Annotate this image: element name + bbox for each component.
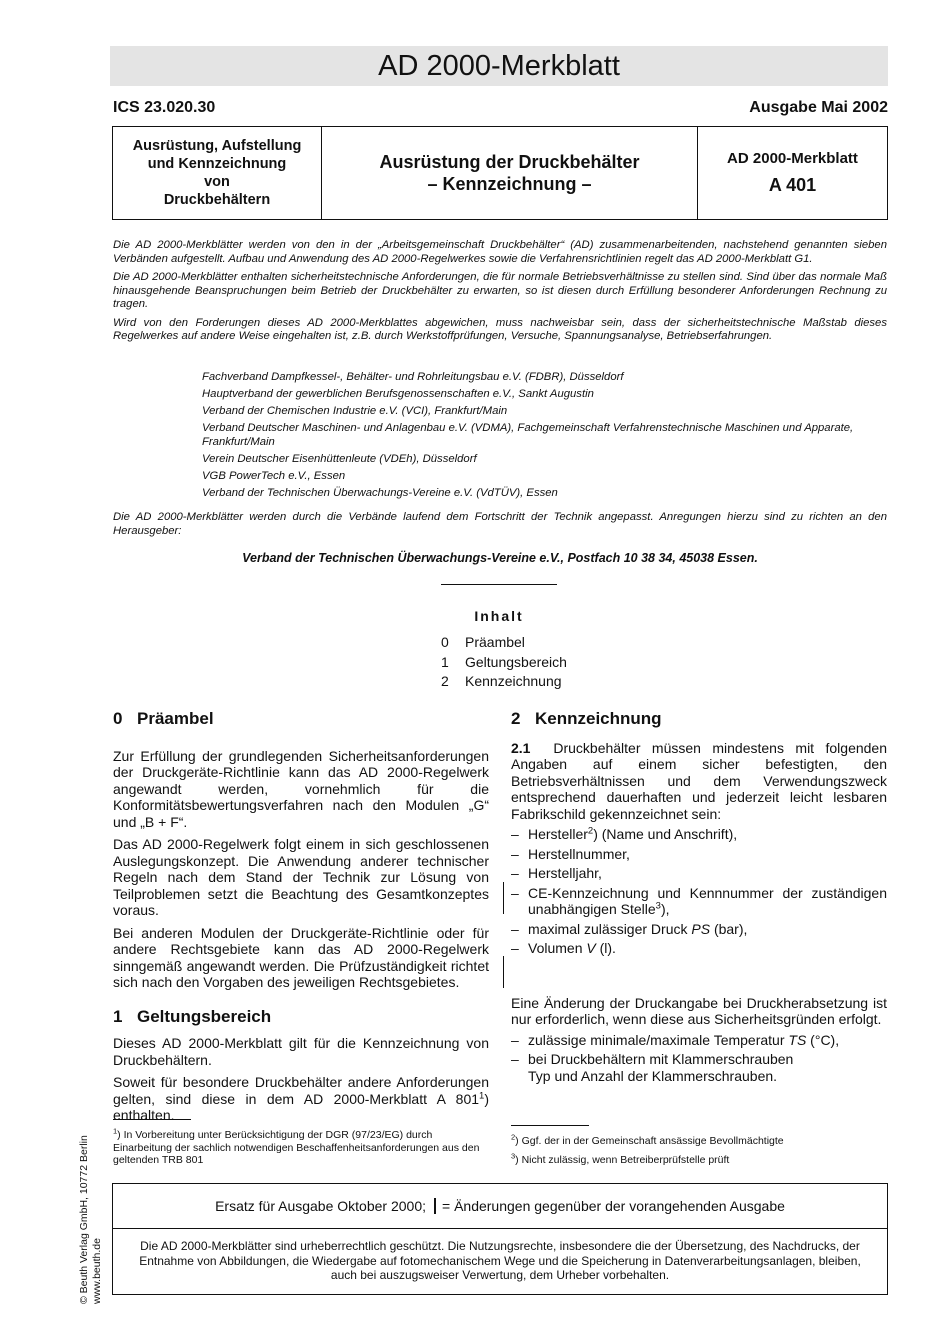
footnote-3 bbox=[511, 1151, 887, 1167]
intro-paragraph: Die AD 2000-Merkblätter werden durch die Verbände laufend dem Fortschritt der Technik angepasst. Anregungen hierzu sind zu richten an den Herausgeber: bbox=[113, 511, 887, 537]
bottom-box bbox=[112, 1183, 888, 1295]
edition-date: Ausgabe Mai 2002 bbox=[749, 99, 888, 116]
side-line: © Beuth Verlag GmbH, 10772 Berlin bbox=[78, 1135, 90, 1304]
toc-item-number: 2 bbox=[441, 673, 449, 689]
list-item bbox=[511, 826, 887, 843]
category-line: Druckbehältern bbox=[163, 192, 271, 208]
text-part: Herstelljahr, bbox=[528, 865, 602, 881]
toc-item-label: Kennzeichnung bbox=[465, 673, 562, 689]
marking-list bbox=[511, 826, 887, 957]
text-part: ) (Name und Anschrift), bbox=[593, 826, 738, 842]
footnote-separator bbox=[511, 1125, 589, 1126]
organization-list bbox=[202, 371, 882, 504]
text-part: bei Druckbehältern mit Klammerschrauben bbox=[528, 1051, 794, 1067]
section-number: 0 bbox=[113, 709, 123, 728]
list-item bbox=[511, 940, 887, 957]
toc-item-label: Präambel bbox=[465, 634, 525, 650]
left-column bbox=[113, 711, 489, 1130]
text-part: zulässige minimale/maximale Temperatur bbox=[528, 1031, 789, 1048]
text-part: maximal zulässiger Druck bbox=[528, 920, 692, 937]
toc-item-number: 0 bbox=[441, 634, 449, 650]
footnote-number: 3 bbox=[511, 1151, 516, 1161]
list-item bbox=[511, 921, 887, 938]
list-item bbox=[511, 1032, 887, 1049]
toc-item[interactable] bbox=[441, 633, 567, 653]
organization-item: Fachverband Dampfkessel-, Behälter- und Rohrleitungsbau e.V. (FDBR), Düsseldorf bbox=[202, 371, 624, 383]
section-number: 1 bbox=[113, 1006, 123, 1026]
intro-block bbox=[113, 239, 887, 349]
intro-block-2 bbox=[113, 511, 887, 543]
text-part: (l). bbox=[595, 940, 616, 956]
toc-item[interactable] bbox=[441, 653, 567, 673]
dash: – bbox=[511, 920, 519, 937]
organization-item: Verband der Technischen Überwachungs-Vereine e.V. (VdTÜV), Essen bbox=[202, 487, 558, 500]
symbol: TS bbox=[788, 1031, 807, 1048]
body-paragraph bbox=[511, 740, 887, 823]
list-item bbox=[511, 865, 887, 882]
section-heading bbox=[113, 711, 489, 728]
body-paragraph: Zur Erfüllung der grundlegenden Sicherheitsanforderungen der Druckgeräte-Richtlinie kann das AD 2000-Regelwerk angewandt werden, vornehmlich für die Konformitätsbewertungsverfahren nach den Modulen „G“ und „B + F“. bbox=[113, 747, 489, 830]
footnote-ref[interactable]: 1 bbox=[479, 1089, 485, 1101]
subject-line: – Kennzeichnung – bbox=[427, 174, 592, 194]
symbol: V bbox=[586, 940, 596, 956]
footnote-number: 1 bbox=[113, 1126, 118, 1136]
toc-item[interactable] bbox=[441, 672, 567, 692]
category-line: von bbox=[204, 174, 230, 190]
divider bbox=[441, 584, 557, 585]
replacement-notice bbox=[113, 1184, 887, 1229]
intro-paragraph: Wird von den Forderungen dieses AD 2000-Merkblattes abgewichen, muss nachweisbar sein, dass der sicherheitstechnische Maßstab dieses Regelwerkes auf andere Weise eingehalten ist, z.B. durch Werkstoffprüfungen, Versuche, Spannungsanalyse, Betriebserfahrungen. bbox=[113, 316, 887, 342]
list-item bbox=[511, 846, 887, 863]
replacement-text: Ersatz für Ausgabe Oktober 2000; bbox=[215, 1198, 426, 1214]
change-bar bbox=[503, 882, 504, 914]
intro-paragraph: Die AD 2000-Merkblätter werden von den in der „Arbeitsgemeinschaft Druckbehälter“ (AD) zusammenarbeitenden, nachstehend genannten sieben Verbänden aufgestellt. Aufbau und Anwendung des AD 2000-Regelwerkes sowie die Verfahrensrichtlinien regelt das AD 2000-Merkblatt G1. bbox=[113, 239, 887, 265]
footnote-number: 2 bbox=[511, 1132, 516, 1142]
document-title: AD 2000-Merkblatt bbox=[110, 46, 888, 86]
category-cell bbox=[113, 127, 322, 219]
doc-label: AD 2000-Merkblatt bbox=[727, 150, 858, 167]
subject-line: Ausrüstung der Druckbehälter bbox=[379, 152, 640, 172]
text-part: Soweit für besondere Druckbehälter andere Anforderungen gelten, sind diese in dem AD 2000-Merkblatt A 801 bbox=[113, 1074, 489, 1107]
text-part: ) enthalten. bbox=[113, 1090, 489, 1123]
subsection-number: 2.1 bbox=[511, 739, 531, 756]
footnote-text: ) In Vorbereitung unter Berücksichtigung der DGR (97/23/EG) durch Einarbeitung der sachlich notwendigen Beschaffenheitsanforderungen aus den geltenden TRB 801 bbox=[113, 1129, 480, 1166]
body-paragraph bbox=[113, 1074, 489, 1124]
organization-item: VGB PowerTech e.V., Essen bbox=[202, 469, 346, 482]
toc-item-label: Geltungsbereich bbox=[465, 653, 567, 670]
publisher-side-text bbox=[78, 1135, 104, 1304]
doc-id-cell bbox=[698, 127, 887, 219]
text-part: Typ und Anzahl der Klammerschrauben. bbox=[528, 1067, 778, 1084]
organization-item: Verband Deutscher Maschinen- und Anlagenbau e.V. (VDMA), Fachgemeinschaft Verfahrenstechnische Maschinen und Apparate, Frankfurt/Main bbox=[202, 422, 854, 448]
doc-number: A 401 bbox=[768, 175, 817, 195]
dash: – bbox=[511, 1031, 519, 1048]
dash: – bbox=[511, 884, 519, 901]
organization-item: Verband der Chemischen Industrie e.V. (VCI), Frankfurt/Main bbox=[202, 405, 508, 418]
changes-legend: = Änderungen gegenüber der vorangehenden Ausgabe bbox=[442, 1198, 785, 1214]
text-part: Herstellnummer, bbox=[528, 845, 630, 862]
additional-list bbox=[511, 1032, 887, 1085]
symbol: PS bbox=[691, 920, 711, 937]
right-column bbox=[511, 711, 887, 1087]
list-item bbox=[511, 1051, 887, 1084]
text-part: Druckbehälter müssen mindestens mit folgenden Angaben auf einem sicher befestigten, den Betriebsverhältnissen und dem Verwendungszweck entsprechend dauerhaften und jederzeit leicht lesbaren Fabrikschild gekennzeichnet sein: bbox=[511, 739, 887, 822]
text-part: Hersteller bbox=[528, 826, 588, 842]
text-part: ), bbox=[660, 901, 670, 917]
table-of-contents bbox=[441, 633, 567, 692]
body-paragraph: Das AD 2000-Regelwerk folgt einem in sich geschlossenen Auslegungskonzept. Die Anwendung anderer technischer Regeln nach dem Stand der Technik zur Lösung von Teilproblemen setzt die Beachtung des Gesamtkonzeptes voraus. bbox=[113, 836, 489, 918]
dash: – bbox=[511, 1051, 519, 1067]
body-paragraph: Dieses AD 2000-Merkblatt gilt für die Kennzeichnung von Druckbehältern. bbox=[113, 1035, 489, 1068]
footnote-ref[interactable]: 2 bbox=[587, 825, 594, 837]
footnote-1 bbox=[113, 1126, 489, 1167]
text-part: CE-Kennzeichnung und Kennnummer der zuständigen unabhängigen Stelle bbox=[528, 884, 887, 917]
footnote-text: ) Nicht zulässig, wenn Betreiberprüfstelle prüft bbox=[515, 1154, 730, 1166]
copyright-notice: Die AD 2000-Merkblätter sind urheberrechtlich geschützt. Die Nutzungsrechte, insbesondere die der Übersetzung, des Nachdrucks, der Entnahme von Abbildungen, die Wiedergabe auf fotomechanischem Wege und die Speicherung in Datenverarbeitungsanlagen, bleiben, auch bei auszugsweiser Verwertung, dem Urheber vorbehalten. bbox=[139, 1239, 861, 1282]
toc-item-number: 1 bbox=[441, 653, 449, 670]
category-line: Ausrüstung, Aufstellung bbox=[132, 138, 302, 154]
intro-paragraph: Die AD 2000-Merkblätter enthalten sicherheitstechnische Anforderungen, die für normale Betriebsverhältnisse zu stellen sind. Sind über das normale Maß hinausgehende Beanspruchungen beim Betrieb der Druckbehälter zu erwarten, so ist diesen durch Erfüllung besonderer Anforderungen Rechnung zu tragen. bbox=[113, 271, 887, 310]
section-heading bbox=[511, 711, 887, 728]
change-bar bbox=[503, 956, 504, 988]
dash: – bbox=[511, 940, 519, 956]
footnote-separator bbox=[113, 1119, 191, 1120]
section-number: 2 bbox=[511, 709, 521, 728]
section-title: Geltungsbereich bbox=[137, 1006, 272, 1026]
dash: – bbox=[511, 865, 519, 881]
footnote-2 bbox=[511, 1132, 887, 1148]
side-line: www.beuth.de bbox=[91, 1238, 103, 1304]
section-heading bbox=[113, 1006, 489, 1026]
subject-cell bbox=[322, 127, 698, 219]
text-part: (bar), bbox=[710, 920, 748, 937]
text-part: Volumen bbox=[528, 940, 587, 956]
dash: – bbox=[511, 826, 519, 842]
change-bar-legend-icon bbox=[434, 1198, 436, 1214]
footnote-text: ) Ggf. der in der Gemeinschaft ansässige Bevollmächtigte bbox=[515, 1135, 784, 1147]
toc-title: Inhalt bbox=[474, 608, 524, 624]
header-box bbox=[112, 126, 888, 220]
organization-item: Hauptverband der gewerblichen Berufsgenossenschaften e.V., Sankt Augustin bbox=[202, 388, 594, 401]
body-paragraph: Bei anderen Modulen der Druckgeräte-Richtlinie oder für andere Rechtsgebiete kann das AD 2000-Regelwerk sinngemäß angewandt werden. Die Prüfzuständigkeit richtet sich nach den Vorgaben des jeweiligen Rechtsgebietes. bbox=[113, 924, 489, 990]
footnote-ref[interactable]: 3 bbox=[655, 900, 661, 912]
section-title: Kennzeichnung bbox=[535, 709, 662, 728]
section-title: Präambel bbox=[137, 709, 214, 728]
list-item bbox=[511, 885, 887, 918]
publisher-address: Verband der Technischen Überwachungs-Vereine e.V., Postfach 10 38 34, 45038 Essen. bbox=[242, 551, 758, 565]
organization-item: Verein Deutscher Eisenhüttenleute (VDEh), Düsseldorf bbox=[202, 452, 477, 465]
ics-code: ICS 23.020.30 bbox=[113, 99, 216, 116]
text-part: (°C), bbox=[806, 1031, 840, 1048]
category-line: und Kennzeichnung bbox=[147, 156, 287, 172]
body-paragraph: Eine Änderung der Druckangabe bei Druckherabsetzung ist nur erforderlich, wenn diese aus Sicherheitsgründen erfolgt. bbox=[511, 994, 887, 1027]
dash: – bbox=[511, 845, 519, 862]
